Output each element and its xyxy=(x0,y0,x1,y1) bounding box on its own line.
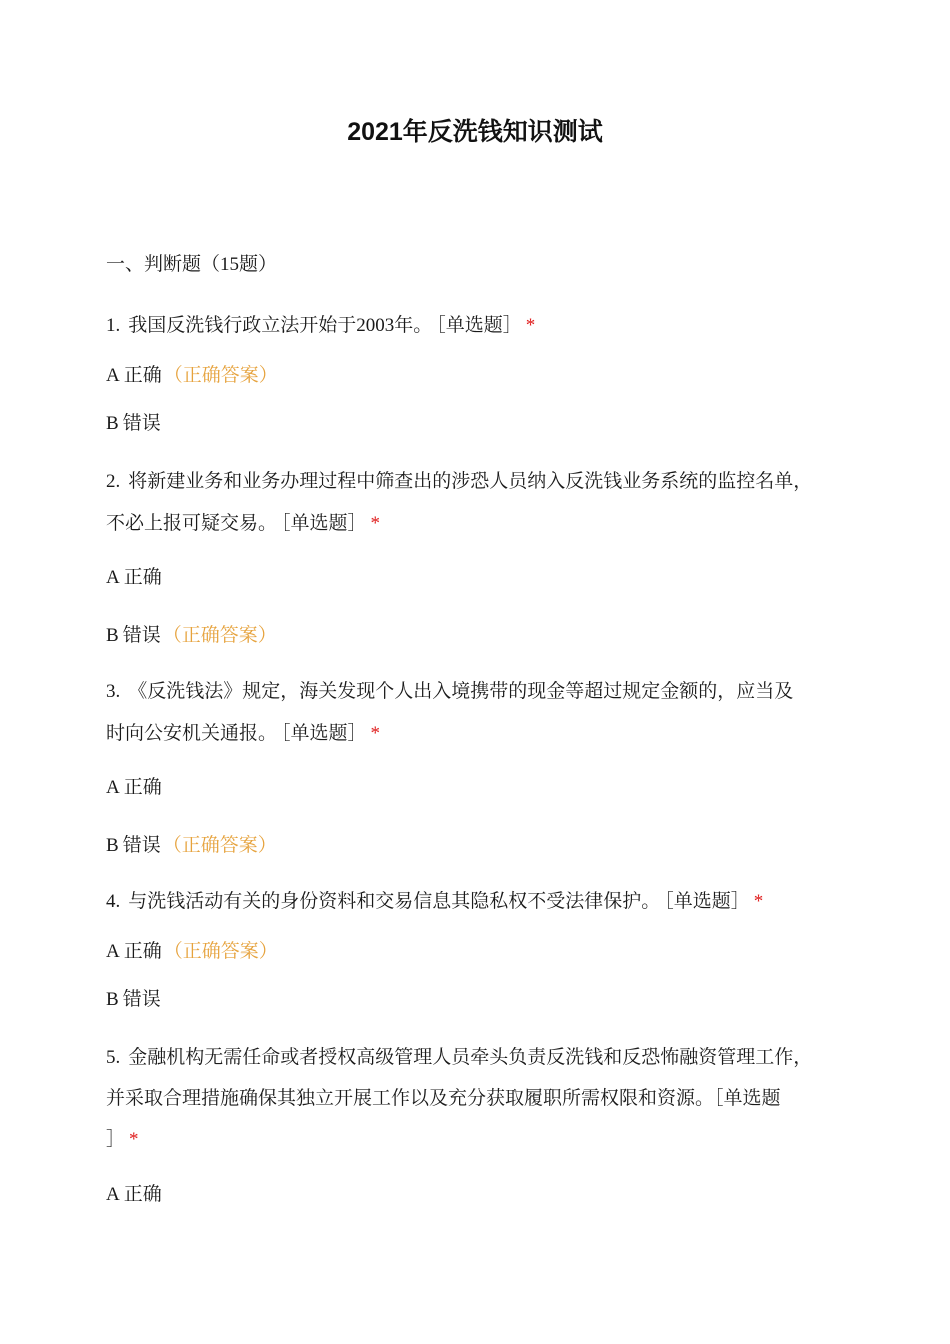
required-mark: * xyxy=(370,513,381,534)
question-4-text: 4. 与洗钱活动有关的身份资料和交易信息其隐私权不受法律保护。 ［单选题］ * xyxy=(106,891,764,912)
question-3-option-b[interactable]: B 错误 （正确答案） xyxy=(106,835,277,856)
required-mark: * xyxy=(129,1129,139,1150)
correct-answer-tag: （正确答案） xyxy=(162,835,277,856)
required-mark: * xyxy=(525,315,536,336)
question-5-text-line-1: 5. 金融机构无需任命或者授权高级管理人员牵头负责反洗钱和反恐怖融资管理工作， xyxy=(106,1047,813,1068)
question-2-text-line-2: 不必上报可疑交易。 ［单选题］ * xyxy=(106,513,381,534)
question-2-text-line-1: 2. 将新建业务和业务办理过程中筛查出的涉恐人员纳入反洗钱业务系统的监控名单， xyxy=(106,471,813,492)
question-type-tag: ［单选题］ xyxy=(281,513,367,534)
question-5-option-a[interactable]: A 正确 xyxy=(106,1184,162,1205)
correct-answer-tag: （正确答案） xyxy=(163,365,278,386)
question-1-option-b[interactable]: B 错误 xyxy=(106,413,161,434)
question-type-tag: ［单选题］ xyxy=(664,891,750,912)
page-title: 2021年反洗钱知识测试 xyxy=(347,118,603,146)
question-4-option-a[interactable]: A 正确 （正确答案） xyxy=(106,941,278,962)
question-2-option-b[interactable]: B 错误 （正确答案） xyxy=(106,625,277,646)
correct-answer-tag: （正确答案） xyxy=(163,941,278,962)
question-2-option-a[interactable]: A 正确 xyxy=(106,567,162,588)
question-3-text-line-2: 时向公安机关通报。 ［单选题］ * xyxy=(106,723,381,744)
section-heading: 一、判断题（15题） xyxy=(106,254,278,275)
question-1-option-a[interactable]: A 正确 （正确答案） xyxy=(106,365,278,386)
required-mark: * xyxy=(753,891,764,912)
question-3-text-line-1: 3. 《反洗钱法》规定，海关发现个人出入境携带的现金等超过规定金额的，应当及 xyxy=(106,681,794,702)
question-5-text-line-2: 并采取合理措施确保其独立开展工作以及充分获取履职所需权限和资源。［单选题 xyxy=(106,1088,781,1109)
question-type-tag: ［单选题］ xyxy=(436,315,522,336)
question-5-text-line-3: ］ * xyxy=(106,1129,139,1150)
question-3-option-a[interactable]: A 正确 xyxy=(106,777,162,798)
correct-answer-tag: （正确答案） xyxy=(162,625,277,646)
question-1-text: 1. 我国反洗钱行政立法开始于2003年。 ［单选题］ * xyxy=(106,315,536,336)
required-mark: * xyxy=(370,723,381,744)
question-4-option-b[interactable]: B 错误 xyxy=(106,989,161,1010)
question-type-tag: ［单选题］ xyxy=(281,723,367,744)
